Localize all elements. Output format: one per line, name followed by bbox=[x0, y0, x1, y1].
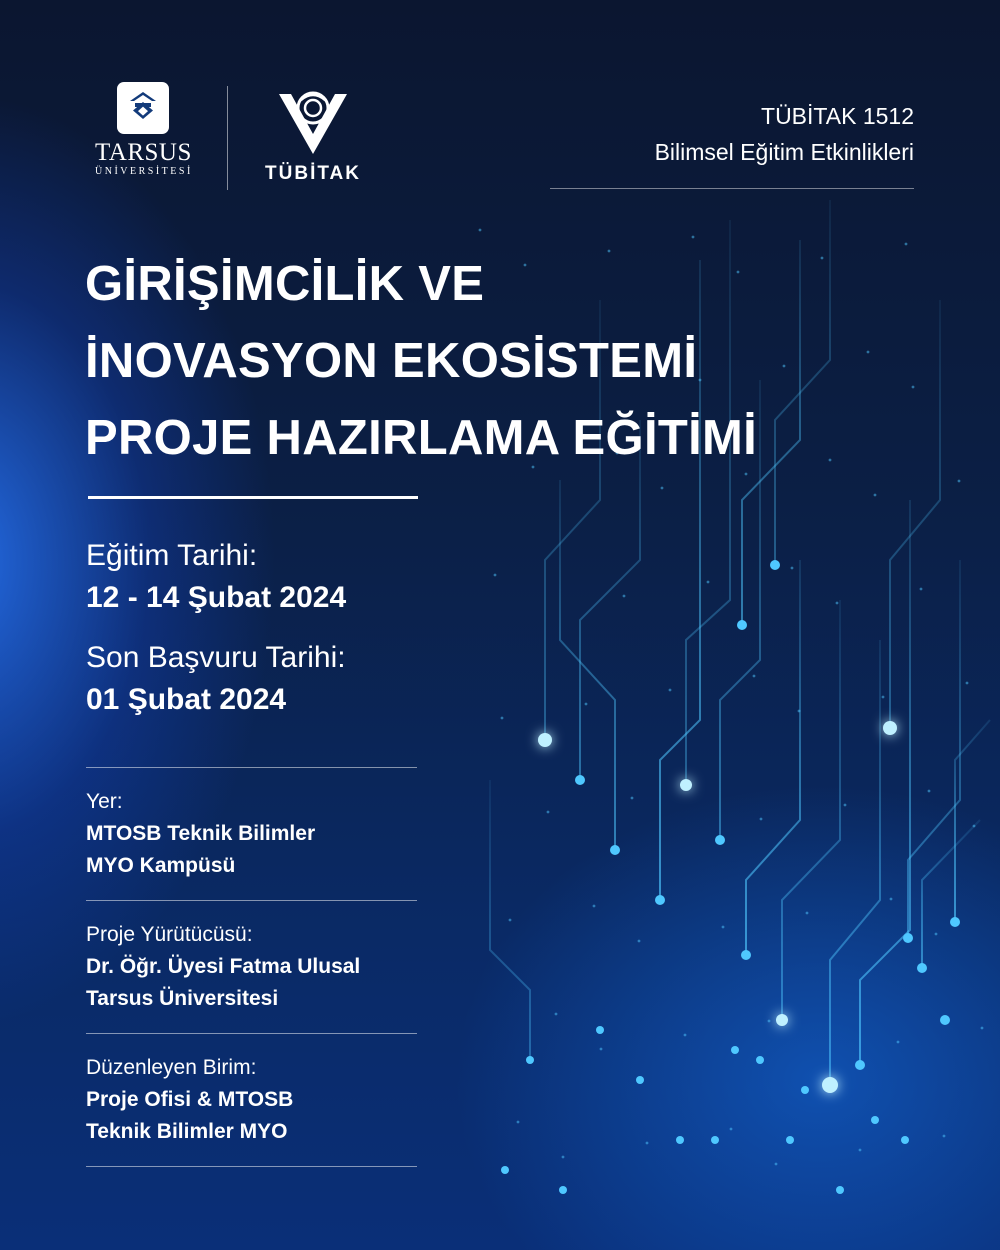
tubitak-logo bbox=[263, 86, 363, 185]
tarsus-subname: ÜNİVERSİTESİ bbox=[95, 166, 193, 177]
circuit-node bbox=[575, 775, 585, 785]
location-label: Yer: bbox=[86, 790, 123, 813]
circuit-speck bbox=[798, 710, 801, 713]
circuit-node bbox=[836, 1186, 844, 1194]
circuit-speck bbox=[958, 480, 961, 483]
organizer-line-2: Teknik Bilimler MYO bbox=[86, 1120, 288, 1143]
circuit-speck bbox=[973, 825, 976, 828]
program-code: TÜBİTAK 1512 bbox=[761, 103, 914, 129]
tarsus-university-logo bbox=[95, 82, 193, 178]
tarsus-name: TARSUS bbox=[95, 139, 192, 166]
circuit-speck bbox=[874, 494, 877, 497]
event-title bbox=[85, 246, 965, 477]
circuit-speck bbox=[943, 1135, 946, 1138]
logo-divider bbox=[227, 86, 228, 190]
circuit-speck bbox=[600, 1048, 603, 1051]
circuit-speck bbox=[836, 602, 839, 605]
organizer-label: Düzenleyen Birim: bbox=[86, 1056, 257, 1079]
location-line-1: MTOSB Teknik Bilimler bbox=[86, 822, 316, 845]
circuit-speck bbox=[844, 804, 847, 807]
circuit-node bbox=[950, 917, 960, 927]
title-line-3: PROJE HAZIRLAMA EĞİTİMİ bbox=[85, 411, 758, 465]
deadline-value: 01 Şubat 2024 bbox=[86, 683, 287, 716]
circuit-node bbox=[756, 1056, 764, 1064]
circuit-speck bbox=[730, 1128, 733, 1131]
circuit-speck bbox=[593, 905, 596, 908]
circuit-speck bbox=[859, 1149, 862, 1152]
circuit-speck bbox=[722, 926, 725, 929]
organizer-block bbox=[86, 1052, 417, 1148]
circuit-speck bbox=[768, 1020, 771, 1023]
circuit-speck bbox=[928, 790, 931, 793]
circuit-speck bbox=[791, 567, 794, 570]
circuit-node bbox=[715, 835, 725, 845]
circuit-node bbox=[903, 933, 913, 943]
program-subtitle: Bilimsel Eğitim Etkinlikleri bbox=[654, 139, 914, 165]
circuit-speck bbox=[517, 1121, 520, 1124]
info-divider bbox=[86, 1166, 417, 1167]
circuit-node bbox=[610, 845, 620, 855]
circuit-speck bbox=[897, 1041, 900, 1044]
executive-line-1: Dr. Öğr. Üyesi Fatma Ulusal bbox=[86, 955, 361, 978]
tubitak-emblem-icon bbox=[275, 86, 351, 156]
circuit-speck bbox=[623, 595, 626, 598]
circuit-node bbox=[901, 1136, 909, 1144]
circuit-node bbox=[822, 1077, 838, 1093]
circuit-node bbox=[883, 721, 897, 735]
circuit-speck bbox=[966, 682, 969, 685]
logo-area bbox=[95, 82, 395, 192]
circuit-speck bbox=[775, 1163, 778, 1166]
executive-line-2: Tarsus Üniversitesi bbox=[86, 987, 279, 1010]
circuit-speck bbox=[684, 1034, 687, 1037]
training-date-value: 12 - 14 Şubat 2024 bbox=[86, 581, 347, 614]
circuit-node bbox=[596, 1026, 604, 1034]
circuit-node bbox=[871, 1116, 879, 1124]
circuit-speck bbox=[638, 940, 641, 943]
circuit-speck bbox=[631, 797, 634, 800]
circuit-speck bbox=[882, 696, 885, 699]
executive-block bbox=[86, 919, 417, 1015]
info-divider bbox=[86, 900, 417, 901]
title-underline bbox=[88, 496, 418, 499]
executive-label: Proje Yürütücüsü: bbox=[86, 923, 253, 946]
circuit-trace bbox=[908, 560, 960, 938]
date-section bbox=[86, 536, 446, 722]
circuit-node bbox=[855, 1060, 865, 1070]
circuit-speck bbox=[509, 919, 512, 922]
circuit-speck bbox=[753, 675, 756, 678]
circuit-speck bbox=[585, 703, 588, 706]
circuit-speck bbox=[806, 912, 809, 915]
circuit-speck bbox=[547, 811, 550, 814]
circuit-speck bbox=[890, 898, 893, 901]
circuit-node bbox=[680, 779, 692, 791]
location-line-2: MYO Kampüsü bbox=[86, 854, 236, 877]
circuit-node bbox=[917, 963, 927, 973]
circuit-node bbox=[655, 895, 665, 905]
circuit-speck bbox=[669, 689, 672, 692]
info-divider bbox=[86, 767, 417, 768]
circuit-speck bbox=[494, 574, 497, 577]
circuit-trace bbox=[922, 820, 980, 968]
circuit-node bbox=[776, 1014, 788, 1026]
training-date-label: Eğitim Tarihi: bbox=[86, 539, 258, 572]
circuit-node bbox=[559, 1186, 567, 1194]
circuit-speck bbox=[760, 818, 763, 821]
tubitak-name: TÜBİTAK bbox=[265, 163, 361, 184]
circuit-speck bbox=[661, 487, 664, 490]
circuit-speck bbox=[555, 1013, 558, 1016]
circuit-node bbox=[940, 1015, 950, 1025]
circuit-speck bbox=[646, 1142, 649, 1145]
circuit-node bbox=[737, 620, 747, 630]
organizer-line-1: Proje Ofisi & MTOSB bbox=[86, 1088, 294, 1111]
circuit-node bbox=[526, 1056, 534, 1064]
circuit-node bbox=[676, 1136, 684, 1144]
circuit-trace bbox=[746, 560, 800, 955]
program-header bbox=[655, 98, 914, 170]
header-divider bbox=[550, 188, 914, 189]
circuit-node bbox=[741, 950, 751, 960]
circuit-node bbox=[538, 733, 552, 747]
circuit-trace bbox=[860, 500, 910, 1065]
circuit-node bbox=[501, 1166, 509, 1174]
circuit-trace bbox=[830, 640, 880, 1085]
circuit-speck bbox=[905, 243, 908, 246]
deadline-label: Son Başvuru Tarihi: bbox=[86, 641, 346, 674]
title-line-1: GİRİŞİMCİLİK VE bbox=[85, 257, 485, 311]
circuit-node bbox=[786, 1136, 794, 1144]
circuit-node bbox=[636, 1076, 644, 1084]
location-block bbox=[86, 786, 417, 882]
title-line-2: İNOVASYON EKOSİSTEMİ bbox=[85, 334, 698, 388]
info-divider bbox=[86, 1033, 417, 1034]
circuit-speck bbox=[692, 236, 695, 239]
circuit-speck bbox=[707, 581, 710, 584]
circuit-speck bbox=[562, 1156, 565, 1159]
circuit-speck bbox=[935, 933, 938, 936]
circuit-speck bbox=[981, 1027, 984, 1030]
tarsus-emblem-icon bbox=[117, 82, 169, 134]
circuit-node bbox=[711, 1136, 719, 1144]
circuit-speck bbox=[479, 229, 482, 232]
circuit-speck bbox=[920, 588, 923, 591]
circuit-speck bbox=[501, 717, 504, 720]
circuit-node bbox=[731, 1046, 739, 1054]
circuit-node bbox=[770, 560, 780, 570]
circuit-node bbox=[801, 1086, 809, 1094]
